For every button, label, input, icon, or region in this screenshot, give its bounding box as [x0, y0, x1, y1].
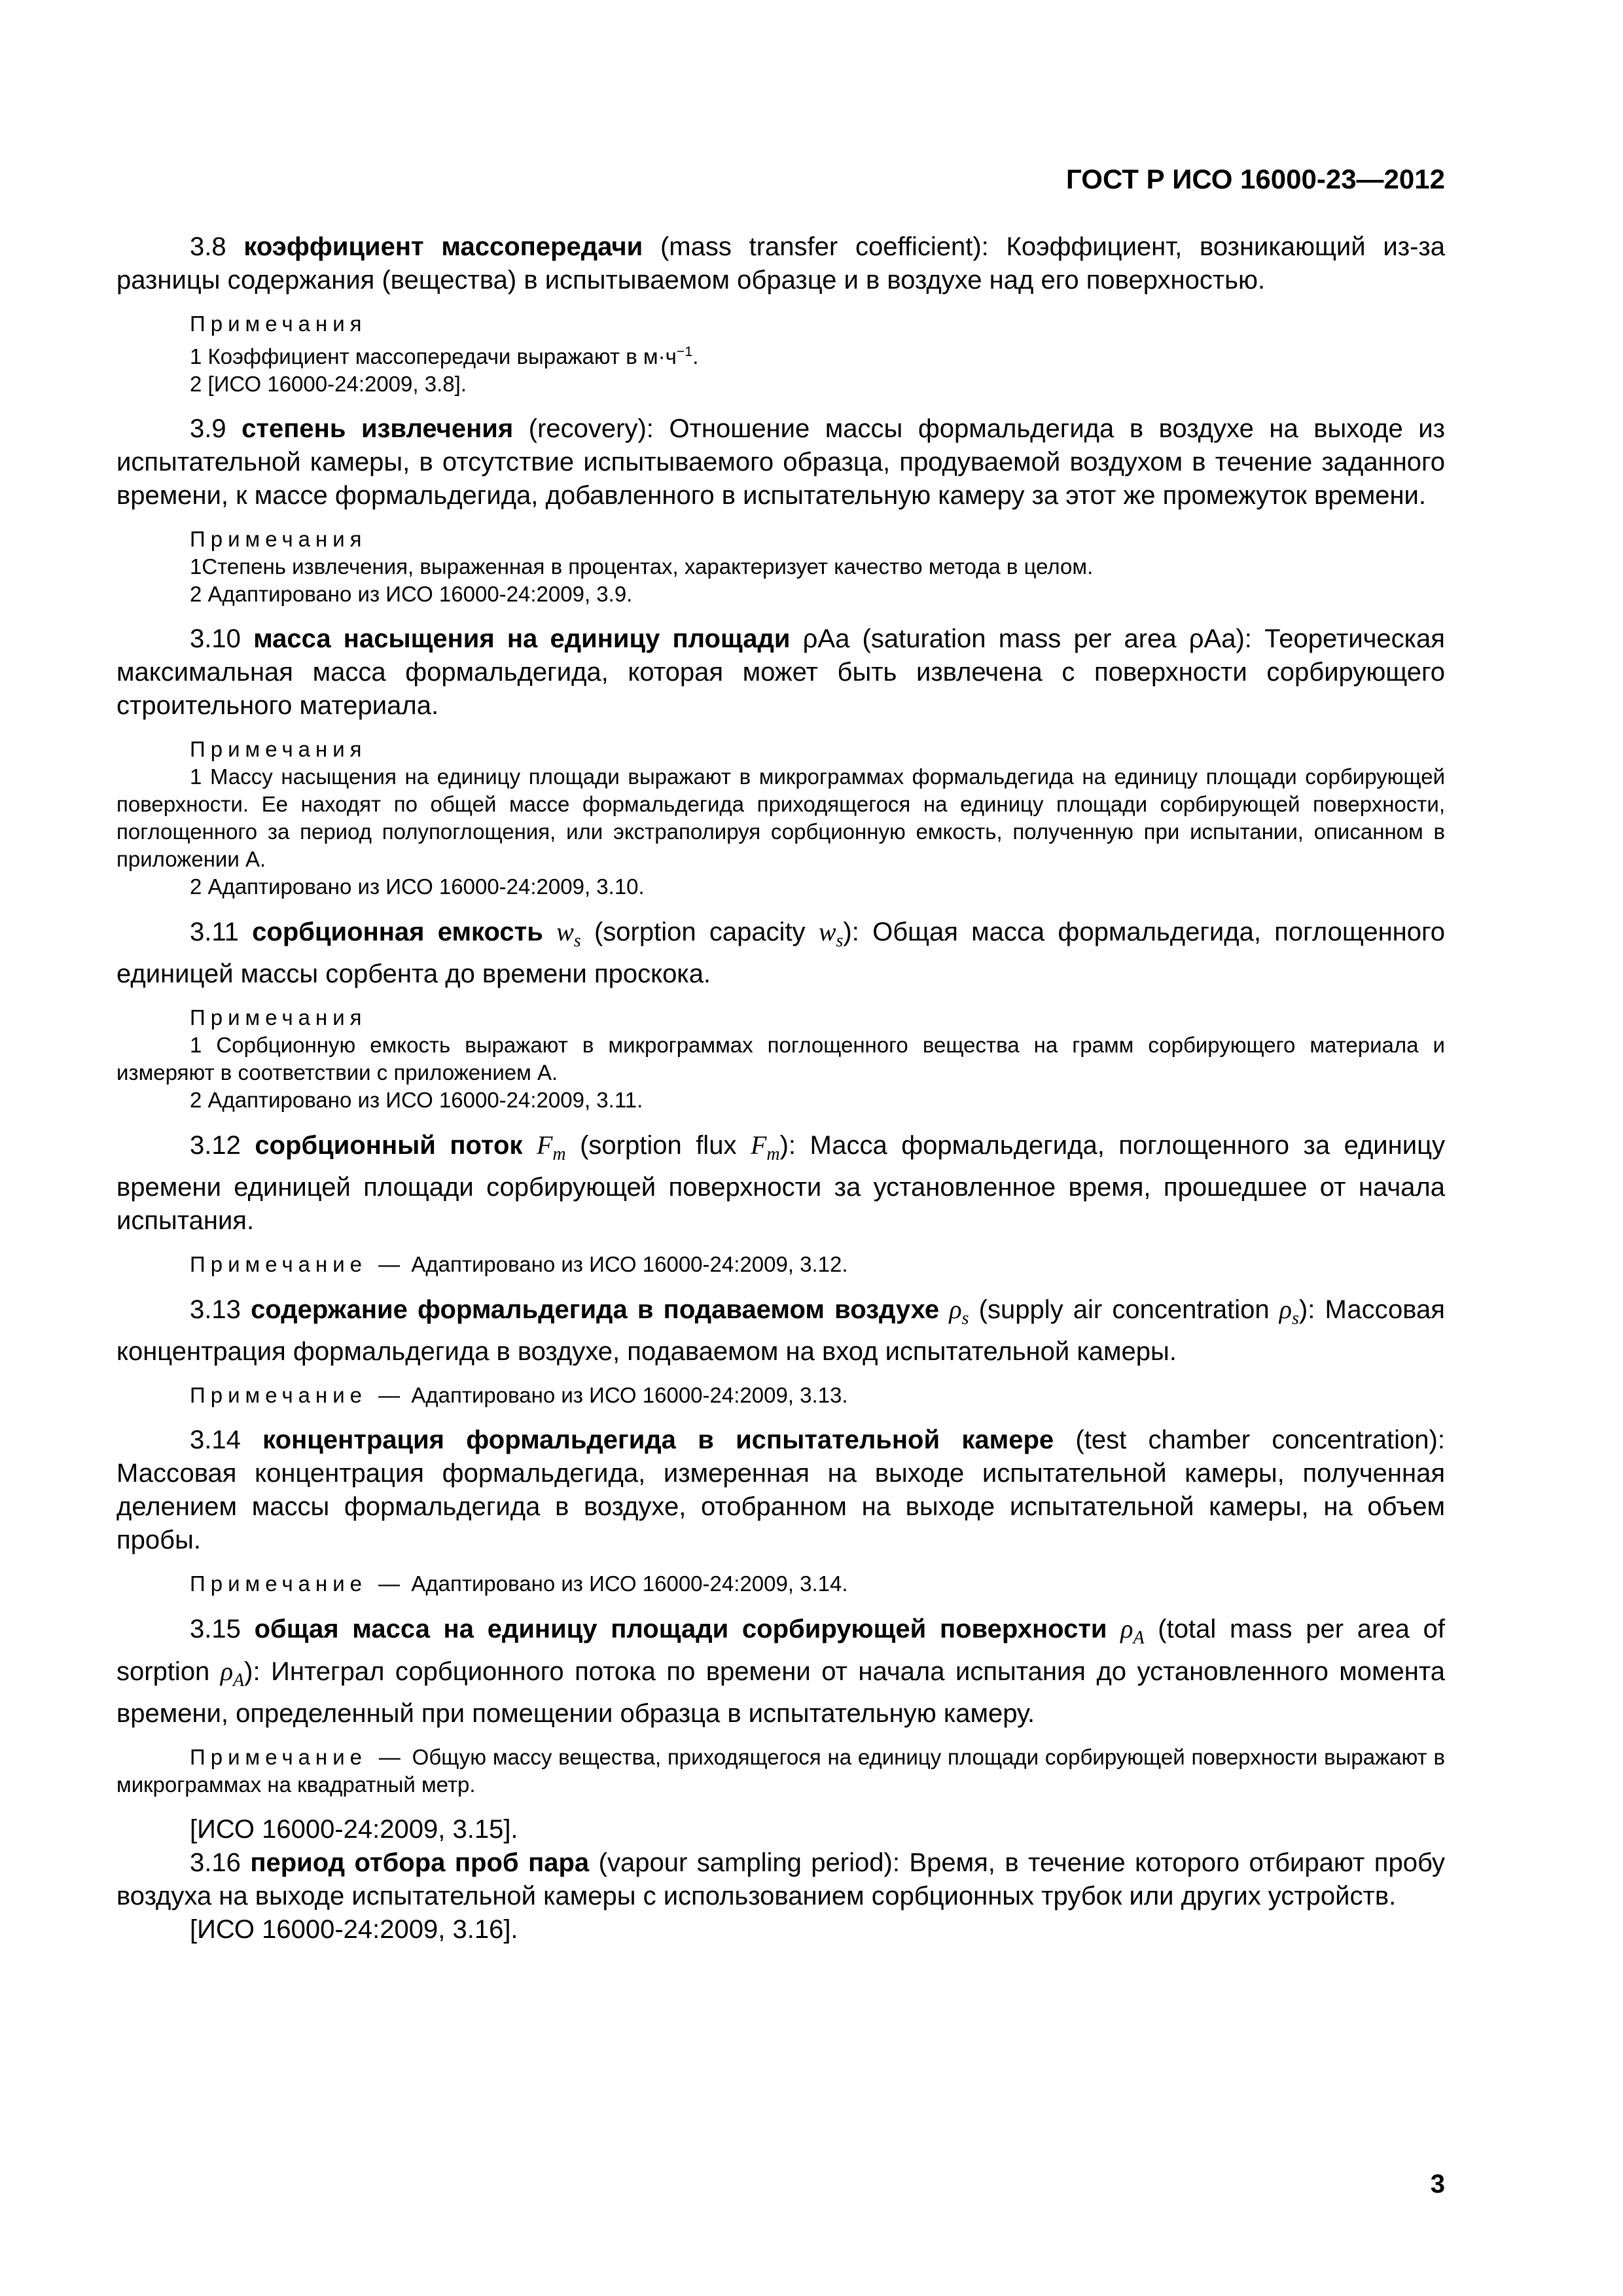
- term-english: (recovery):: [528, 414, 654, 443]
- notes-3-10: [116, 736, 1445, 901]
- notes-3-11: [116, 1004, 1445, 1114]
- note-2: 2 [ИСО 16000-24:2009, 3.8].: [190, 372, 467, 396]
- term-3-11: [116, 915, 1445, 991]
- term-3-16: [116, 1846, 1445, 1913]
- term-definition: Массовая концентрация формальдегида в воздухе, подаваемом на вход испытательной камеры.: [116, 1295, 1445, 1366]
- notes-title: Примечания: [190, 312, 367, 336]
- term-definition: Теоретическая максимальная масса формальдегида, которая может быть извлечена с поверхности сорбирующего строительного материала.: [116, 624, 1445, 720]
- term-english: (test chamber concentration):: [1075, 1426, 1445, 1454]
- note-2: 2 Адаптировано из ИСО 16000-24:2009, 3.10.: [190, 874, 645, 899]
- term-definition: Интеграл сорбционного потока по времени от начала испытания до установленного момента времени, определенный при помещении образца в испытательную камеру.: [116, 1657, 1446, 1728]
- note-1: 1 Коэффициент массопередачи выражают в $м\cdot ч^{-1}$.: [190, 344, 699, 368]
- term-name: сорбционный поток: [255, 1131, 523, 1160]
- term-name: масса насыщения на единицу площади: [253, 624, 791, 653]
- notes-3-9: [116, 526, 1445, 608]
- term-english: (supply air concentration $\rho_s$):: [978, 1295, 1315, 1329]
- note: Примечание — Адаптировано из ИСО 16000-24:2009, 3.12.: [190, 1252, 848, 1276]
- term-number: 3.15: [190, 1615, 241, 1643]
- page-number: 3: [1430, 2170, 1445, 2198]
- term-3-13: [116, 1293, 1445, 1369]
- term-name: период отбора проб пара: [250, 1848, 590, 1877]
- note: Примечание — Адаптировано из ИСО 16000-24:2009, 3.14.: [190, 1571, 848, 1596]
- term-symbol: $\rho_s$: [949, 1295, 969, 1329]
- term-number: 3.14: [190, 1426, 241, 1454]
- term-number: 3.13: [190, 1295, 241, 1324]
- term-3-9: [116, 412, 1445, 512]
- terms-section: [116, 230, 1445, 1946]
- notes-3-13: [116, 1382, 1445, 1409]
- term-number: 3.8: [190, 232, 226, 261]
- notes-title: Примечания: [190, 737, 367, 761]
- term-english: (sorption flux $F_m$):: [580, 1130, 796, 1164]
- term-3-12: [116, 1128, 1445, 1238]
- note-1: 1 Массу насыщения на единицу площади выражают в микрограммах формальдегида на единицу площади сорбирующей поверхности. Ее находят по общей массе формальдегида приходящегося на единицу площади сорбирующей поверхности, поглощенного за период полупоглощения, или экстраполируя сорбционную емкость, полученную при испытании, описанном в приложении А.: [116, 764, 1445, 871]
- notes-title: Примечания: [190, 1005, 367, 1030]
- note-2: 2 Адаптировано из ИСО 16000-24:2009, 3.9.: [190, 582, 633, 606]
- notes-3-8: [116, 310, 1445, 398]
- term-number: 3.16: [190, 1848, 241, 1877]
- term-definition: Масса формальдегида, поглощенного за единицу времени единицей площади сорбирующей поверхности за установленное время, прошедшее от начала испытания.: [116, 1131, 1445, 1235]
- term-english: (total mass per area of sorption $\rho_A$):: [116, 1615, 1445, 1691]
- term-name: концентрация формальдегида в испытательной камере: [262, 1426, 1054, 1454]
- note-1: 1Степень извлечения, выраженная в процентах, характеризует качество метода в целом.: [190, 554, 1094, 579]
- reference-3-16: [ИСО 16000-24:2009, 3.16].: [190, 1915, 518, 1944]
- term-definition: Коэффициент, возникающий из-за разницы содержания (вещества) в испытываемом образце и в воздухе над его поверхностью.: [116, 232, 1445, 295]
- note: Примечание — Адаптировано из ИСО 16000-24:2009, 3.13.: [190, 1383, 848, 1407]
- term-3-10: [116, 622, 1445, 723]
- term-english: (saturation mass per area ρAa):: [862, 624, 1252, 653]
- term-3-8: [116, 230, 1445, 297]
- term-english: (sorption capacity $w_s$):: [594, 917, 859, 951]
- notes-title: Примечания: [190, 527, 367, 551]
- term-symbol: $w_s$: [556, 917, 581, 951]
- term-name: общая масса на единицу площади сорбирующей поверхности: [254, 1615, 1107, 1643]
- term-number: 3.12: [190, 1131, 241, 1160]
- term-symbol: $\rho_A$: [1120, 1614, 1145, 1648]
- note-2: 2 Адаптировано из ИСО 16000-24:2009, 3.11.: [190, 1088, 643, 1112]
- term-number: 3.10: [190, 624, 241, 653]
- note-1: 1 Сорбционную емкость выражают в микрограммах поглощенного вещества на грамм сорбирующего материала и измеряют в соответствии с приложением А.: [116, 1033, 1445, 1085]
- document-code: ГОСТ Р ИСО 16000-23—2012: [1066, 164, 1445, 194]
- term-name: степень извлечения: [241, 414, 514, 443]
- term-number: 3.9: [190, 414, 226, 443]
- term-definition: Время, в течение которого отбирают пробу воздуха на выходе испытательной камеры с использованием сорбционных трубок или других устройств.: [116, 1848, 1445, 1910]
- term-english: (vapour sampling period):: [598, 1848, 900, 1877]
- term-definition: Общая масса формальдегида, поглощенного единицей массы сорбента до времени проскока.: [116, 918, 1445, 988]
- term-name: коэффициент массопередачи: [243, 232, 643, 261]
- notes-3-12: [116, 1251, 1445, 1278]
- term-symbol: ρAa: [802, 624, 850, 653]
- term-definition: Массовая концентрация формальдегида, измеренная на выходе испытательной камеры, полученная делением массы формальдегида в воздухе, отобранном на выходе испытательной камеры, на объем пробы.: [116, 1459, 1445, 1554]
- term-name: содержание формальдегида в подаваемом воздухе: [251, 1295, 940, 1324]
- notes-3-15: [116, 1744, 1445, 1799]
- term-3-14: [116, 1424, 1445, 1557]
- term-name: сорбционная емкость: [252, 918, 543, 946]
- term-english: (mass transfer coefficient):: [660, 232, 989, 261]
- reference-3-15: [ИСО 16000-24:2009, 3.15].: [190, 1815, 518, 1844]
- term-definition: Отношение массы формальдегида в воздухе на выходе из испытательной камеры, в отсутствие испытываемого образца, продуваемой воздухом в течение заданного времени, к массе формальдегида, добавленного в испытательную камеру за этот же промежуток времени.: [116, 414, 1445, 510]
- term-symbol: $F_m$: [536, 1130, 566, 1164]
- term-3-15: [116, 1612, 1445, 1731]
- term-number: 3.11: [190, 918, 239, 946]
- note: Примечание — Общую массу вещества, приходящегося на единицу площади сорбирующей поверхности выражают в микрограммах на квадратный метр.: [116, 1745, 1445, 1797]
- notes-3-14: [116, 1570, 1445, 1598]
